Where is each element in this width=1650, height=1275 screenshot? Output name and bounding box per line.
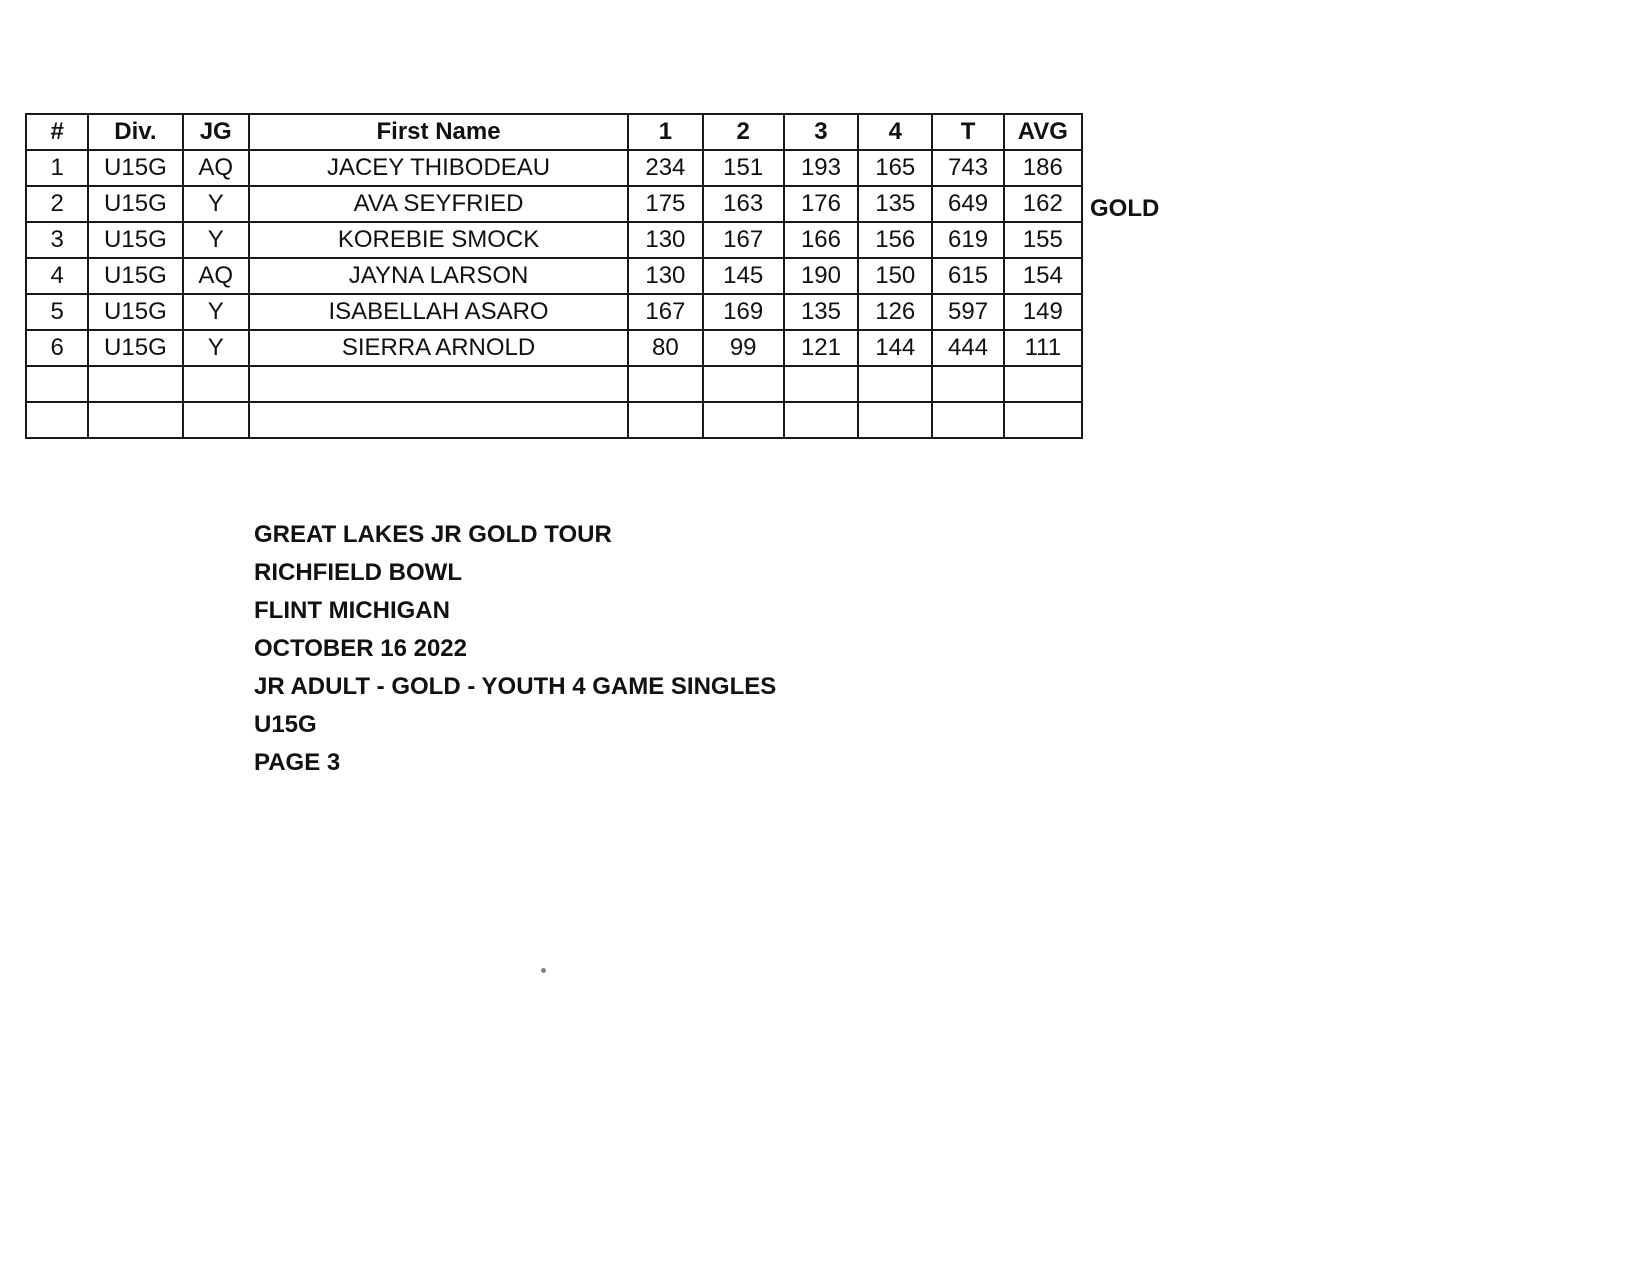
cell-jg: AQ (183, 258, 249, 294)
cell-game-1: 167 (628, 294, 702, 330)
event-name: JR ADULT - GOLD - YOUTH 4 GAME SINGLES (254, 673, 777, 700)
event-date: OCTOBER 16 2022 (254, 635, 467, 662)
cell-game-3: 176 (784, 186, 858, 222)
header-game-3: 3 (784, 114, 858, 150)
table-header-row (26, 114, 1082, 150)
venue-name: RICHFIELD BOWL (254, 559, 462, 586)
cell-game-3: 166 (784, 222, 858, 258)
division-label: U15G (254, 711, 317, 738)
location: FLINT MICHIGAN (254, 597, 450, 624)
cell-average (1004, 366, 1082, 402)
cell-game-4: 165 (858, 150, 932, 186)
table-row (26, 366, 1082, 402)
cell-game-2 (703, 402, 784, 438)
header-game-2: 2 (703, 114, 784, 150)
cell-division: U15G (88, 258, 182, 294)
header-first-name: First Name (249, 114, 628, 150)
cell-game-1 (628, 366, 702, 402)
table-row (26, 186, 1082, 222)
cell-game-1 (628, 402, 702, 438)
cell-first-name: ISABELLAH ASARO (249, 294, 628, 330)
cell-game-4: 126 (858, 294, 932, 330)
cell-total: 649 (932, 186, 1003, 222)
cell-jg (183, 402, 249, 438)
cell-first-name: SIERRA ARNOLD (249, 330, 628, 366)
cell-average: 162 (1004, 186, 1082, 222)
cell-total: 597 (932, 294, 1003, 330)
cell-rank: 2 (26, 186, 88, 222)
table-row (26, 402, 1082, 438)
cell-rank (26, 402, 88, 438)
cell-division (88, 402, 182, 438)
cell-total: 444 (932, 330, 1003, 366)
cell-game-2: 151 (703, 150, 784, 186)
cell-game-2: 167 (703, 222, 784, 258)
header-total: T (932, 114, 1003, 150)
cell-total: 619 (932, 222, 1003, 258)
cell-division: U15G (88, 186, 182, 222)
cell-game-4 (858, 366, 932, 402)
cell-game-4: 135 (858, 186, 932, 222)
cell-first-name (249, 402, 628, 438)
page-number: PAGE 3 (254, 749, 341, 776)
cell-average: 149 (1004, 294, 1082, 330)
table-row (26, 150, 1082, 186)
cell-game-3: 193 (784, 150, 858, 186)
cell-jg: AQ (183, 150, 249, 186)
table-body (26, 150, 1082, 438)
cell-game-1: 80 (628, 330, 702, 366)
header-game-1: 1 (628, 114, 702, 150)
cell-jg: Y (183, 222, 249, 258)
cell-game-2: 163 (703, 186, 784, 222)
cell-jg: Y (183, 186, 249, 222)
cell-rank: 3 (26, 222, 88, 258)
cell-first-name: KOREBIE SMOCK (249, 222, 628, 258)
cell-total: 743 (932, 150, 1003, 186)
header-rank: # (26, 114, 88, 150)
cell-rank: 6 (26, 330, 88, 366)
cell-game-2: 145 (703, 258, 784, 294)
cell-game-3 (784, 402, 858, 438)
cell-game-3: 121 (784, 330, 858, 366)
cell-total: 615 (932, 258, 1003, 294)
header-game-4: 4 (858, 114, 932, 150)
cell-game-3: 190 (784, 258, 858, 294)
table-row (26, 330, 1082, 366)
cell-average: 111 (1004, 330, 1082, 366)
cell-division: U15G (88, 330, 182, 366)
cell-rank (26, 366, 88, 402)
scan-speck (541, 968, 546, 973)
table-row (26, 294, 1082, 330)
cell-division: U15G (88, 294, 182, 330)
cell-game-4 (858, 402, 932, 438)
cell-game-1: 175 (628, 186, 702, 222)
header-division: Div. (88, 114, 182, 150)
cell-total (932, 366, 1003, 402)
table-row (26, 258, 1082, 294)
cell-game-1: 234 (628, 150, 702, 186)
cell-division: U15G (88, 222, 182, 258)
cell-first-name: JAYNA LARSON (249, 258, 628, 294)
cell-jg: Y (183, 330, 249, 366)
cell-game-4: 150 (858, 258, 932, 294)
results-table (25, 113, 1083, 439)
cell-first-name: AVA SEYFRIED (249, 186, 628, 222)
cell-rank: 5 (26, 294, 88, 330)
cell-average: 186 (1004, 150, 1082, 186)
cell-game-3: 135 (784, 294, 858, 330)
cell-rank: 1 (26, 150, 88, 186)
cell-jg (183, 366, 249, 402)
table-row (26, 222, 1082, 258)
cell-game-2 (703, 366, 784, 402)
cell-game-4: 144 (858, 330, 932, 366)
cell-game-2: 99 (703, 330, 784, 366)
cell-average: 154 (1004, 258, 1082, 294)
cell-jg: Y (183, 294, 249, 330)
cell-first-name (249, 366, 628, 402)
cell-rank: 4 (26, 258, 88, 294)
cell-game-3 (784, 366, 858, 402)
cell-division: U15G (88, 150, 182, 186)
cell-game-1: 130 (628, 222, 702, 258)
cell-game-2: 169 (703, 294, 784, 330)
cell-average: 155 (1004, 222, 1082, 258)
cell-game-1: 130 (628, 258, 702, 294)
tour-name: GREAT LAKES JR GOLD TOUR (254, 521, 612, 548)
cell-average (1004, 402, 1082, 438)
gold-note: GOLD (1090, 195, 1160, 222)
cell-game-4: 156 (858, 222, 932, 258)
cell-total (932, 402, 1003, 438)
header-jg: JG (183, 114, 249, 150)
cell-division (88, 366, 182, 402)
header-average: AVG (1004, 114, 1082, 150)
event-info (254, 516, 776, 782)
cell-first-name: JACEY THIBODEAU (249, 150, 628, 186)
